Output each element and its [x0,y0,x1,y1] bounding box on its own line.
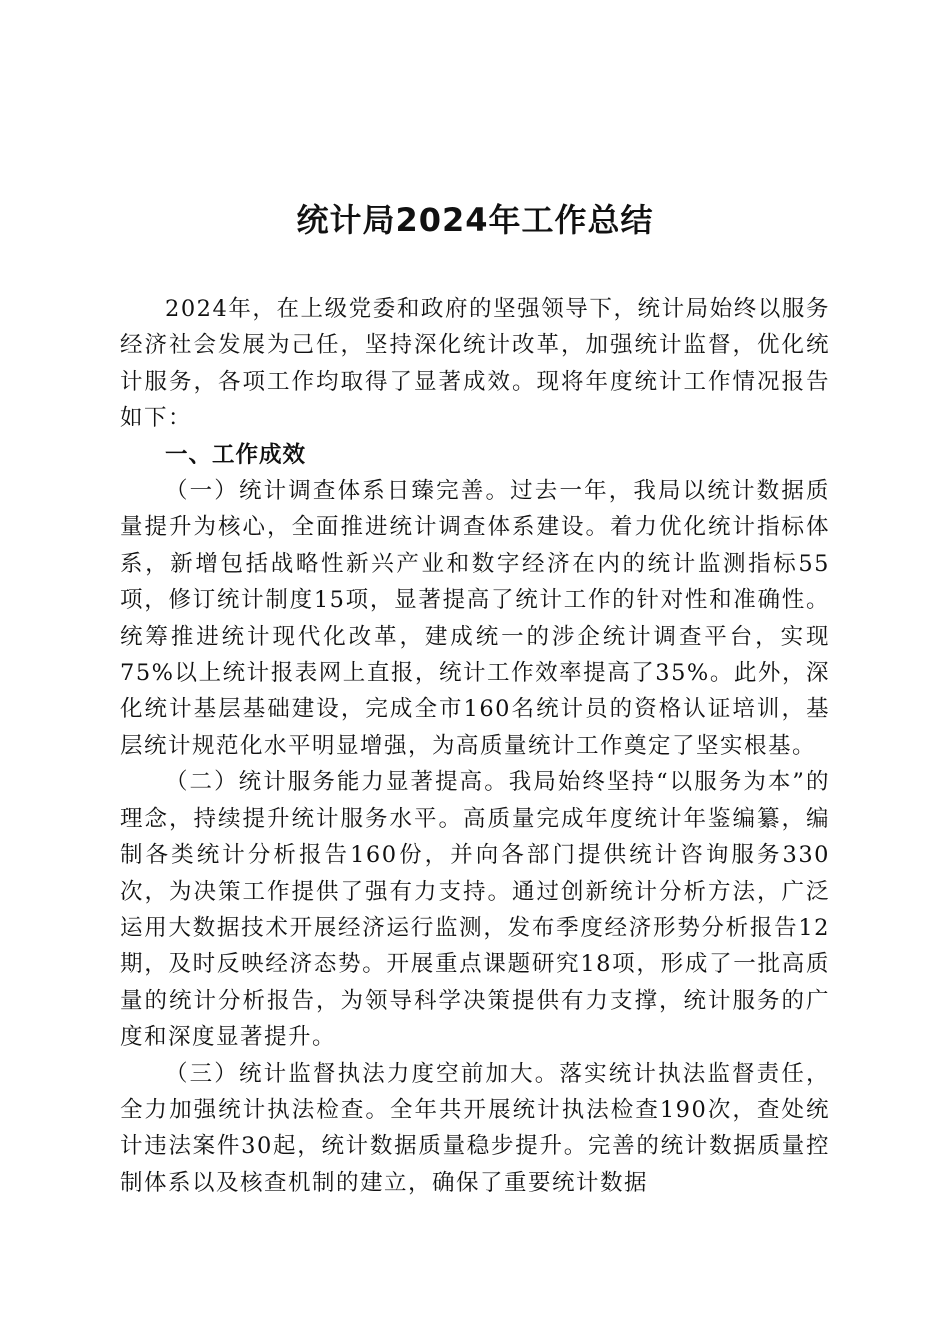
item-text-2: 我局始终坚持“以服务为本”的理念，持续提升统计服务水平。高质量完成年度统计年鉴编纂，编制各类统计分析报告160份，并向各部门提供统计咨询服务330次，为决策工作提供了强有力支持。通过创新统计分析方法，广泛运用大数据技术开展经济运行监测，发布季度经济形势分析报告12期，及时反映经济态势。开展重点课题研究18项，形成了一批高质量的统计分析报告，为领导科学决策提供有力支撑，统计服务的广度和深度显著提升。 [120,769,830,1051]
item-paragraph-1 [120,473,830,764]
section-heading: 一、工作成效 [165,441,307,468]
item-heading-3: （三）统计监督执法力度空前加大。 [165,1060,560,1087]
document-title: 统计局2024年工作总结 [296,201,654,239]
item-text-1: 过去一年，我局以统计数据质量提升为核心，全面推进统计调查体系建设。着力优化统计指标体系，新增包括战略性新兴产业和数字经济在内的统计监测指标55项，修订统计制度15项，显著提高了统计工作的针对性和准确性。统筹推进统计现代化改革，建成统一的涉企统计调查平台，实现75%以上统计报表网上直报，统计工作效率提高了35%。此外，深化统计基层基础建设，完成全市160名统计员的资格认证培训，基层统计规范化水平明显增强，为高质量统计工作奠定了坚实根基。 [120,478,830,759]
item-heading-1: （一）统计调查体系日臻完善。 [165,478,511,505]
item-heading-2: （二）统计服务能力显著提高。 [165,769,509,796]
item-paragraph-3 [120,1056,830,1202]
item-text-3: 落实统计执法监督责任，全力加强统计执法检查。全年共开展统计执法检查190次，查处统计违法案件30起，统计数据质量稳步提升。完善的统计数据质量控制体系以及核查机制的建立，确保了重要统计数据 [120,1060,830,1196]
intro-paragraph: 2024年，在上级党委和政府的坚强领导下，统计局始终以服务经济社会发展为己任，坚持深化统计改革，加强统计监督，优化统计服务，各项工作均取得了显著成效。现将年度统计工作情况报告如下： [120,296,830,432]
item-paragraph-2 [120,764,830,1055]
document-body [120,291,830,1201]
